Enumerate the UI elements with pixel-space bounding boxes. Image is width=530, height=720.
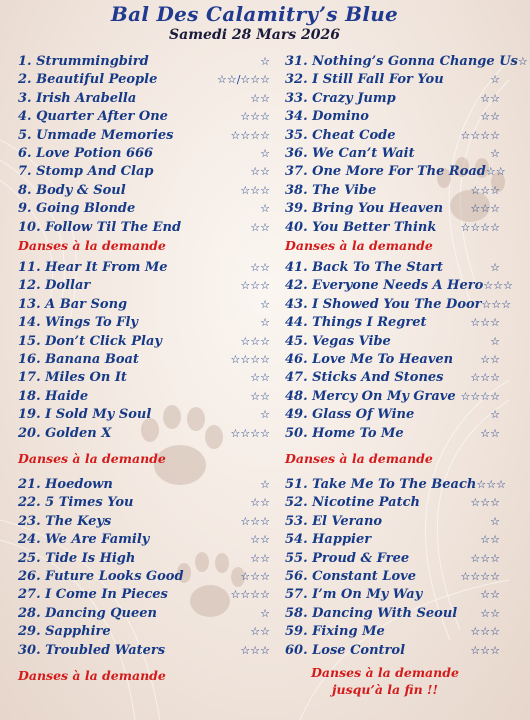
- section-requests-label: Danses à la demande: [18, 668, 166, 683]
- song-title: 2. Beautiful People: [18, 72, 158, 88]
- song-title: 1. Strummingbird: [18, 54, 149, 69]
- song-list-item: [18, 259, 270, 277]
- difficulty-stars-icon: ☆: [490, 261, 500, 274]
- song-title: 16. Banana Boat: [18, 352, 139, 367]
- final-note-line1: Danses à la demande: [311, 665, 459, 680]
- difficulty-stars-icon: ☆☆☆: [240, 334, 270, 348]
- song-list-item: [18, 476, 270, 494]
- song-list-item: [285, 425, 500, 443]
- difficulty-stars-icon: ☆: [490, 334, 500, 348]
- difficulty-stars-icon: ☆☆☆: [470, 496, 500, 510]
- difficulty-stars-icon: ☆☆: [250, 625, 270, 639]
- song-title: 28. Dancing Queen: [18, 605, 157, 621]
- difficulty-stars-icon: ☆☆☆: [240, 514, 270, 528]
- song-list-item: [285, 550, 500, 568]
- song-title: 36. We Can’t Wait: [285, 146, 415, 161]
- difficulty-stars-icon: ☆: [260, 55, 270, 68]
- difficulty-stars-icon: ☆☆: [480, 533, 500, 547]
- difficulty-stars-icon: ☆☆☆: [470, 643, 500, 657]
- song-list-item: [18, 277, 270, 295]
- song-title: 40. You Better Think: [285, 219, 437, 235]
- header: [0, 0, 509, 43]
- song-list-item: [18, 163, 270, 181]
- difficulty-stars-icon: ☆: [260, 147, 270, 160]
- song-title: 38. The Vibe: [285, 182, 377, 198]
- song-title: 24. We Are Family: [18, 532, 150, 548]
- song-list-item: [285, 127, 500, 145]
- difficulty-stars-icon: ☆☆: [250, 261, 270, 274]
- song-title: 46. Love Me To Heaven: [285, 352, 454, 367]
- song-list-item: [285, 333, 500, 351]
- difficulty-stars-icon: ☆☆: [250, 496, 270, 510]
- song-title: 33. Crazy Jump: [285, 90, 396, 106]
- song-list-item: [18, 108, 270, 126]
- difficulty-stars-icon: ☆☆☆☆: [230, 128, 270, 142]
- song-title: 29. Sapphire: [18, 624, 111, 640]
- song-title: 32. I Still Fall For You: [285, 72, 444, 88]
- difficulty-stars-icon: ☆: [517, 55, 528, 68]
- song-list-item: [18, 314, 270, 332]
- song-list-item: [285, 586, 500, 604]
- difficulty-stars-icon: ☆☆☆: [240, 643, 270, 657]
- difficulty-stars-icon: ☆: [490, 408, 500, 422]
- song-list-item: [18, 369, 270, 387]
- song-list-item: [285, 623, 500, 641]
- section-requests-label: Danses à la demande: [285, 238, 433, 253]
- difficulty-stars-icon: ☆☆: [480, 110, 500, 124]
- song-list-item: [285, 406, 500, 424]
- difficulty-stars-icon: ☆: [260, 202, 270, 216]
- difficulty-stars-icon: ☆☆: [250, 389, 270, 403]
- song-title: 41. Back To The Start: [285, 260, 443, 275]
- difficulty-stars-icon: ☆☆☆: [240, 279, 270, 293]
- song-title: 44. Things I Regret: [285, 315, 427, 331]
- song-list-item: [18, 90, 270, 108]
- song-list-item: [18, 550, 270, 568]
- song-list-item: [285, 513, 500, 531]
- difficulty-stars-icon: ☆☆☆☆: [230, 353, 270, 366]
- section-requests-label: Danses à la demande: [285, 451, 433, 466]
- difficulty-stars-icon: ☆: [260, 297, 270, 311]
- event-date: Samedi 28 Mars 2026: [169, 27, 340, 43]
- song-title: 22. 5 Times You: [18, 495, 134, 511]
- song-title: 49. Glass Of Wine: [285, 407, 415, 423]
- song-title: 30. Troubled Waters: [18, 642, 166, 658]
- section-requests-label: Danses à la demande: [18, 451, 166, 466]
- song-list-item: [18, 568, 270, 586]
- difficulty-stars-icon: ☆☆☆: [240, 570, 270, 583]
- song-list-item: [18, 586, 270, 604]
- song-title: 59. Fixing Me: [285, 624, 385, 640]
- song-list-item: [18, 513, 270, 531]
- song-title: 48. Mercy On My Grave: [285, 388, 456, 404]
- song-list-item: [285, 476, 506, 494]
- section-requests-label: Danses à la demande: [18, 238, 166, 253]
- song-list-item: [285, 259, 500, 277]
- song-title: 25. Tide Is High: [18, 550, 136, 566]
- difficulty-stars-icon: ☆☆: [250, 220, 270, 234]
- song-title: 3. Irish Arabella: [18, 90, 137, 106]
- song-title: 55. Proud & Free: [285, 550, 410, 566]
- difficulty-stars-icon: ☆: [260, 606, 270, 620]
- page-title: Bal Des Calamitry’s Blue: [110, 2, 399, 26]
- song-list-item: [285, 568, 500, 586]
- difficulty-stars-icon: ☆☆☆☆: [230, 588, 270, 602]
- song-title: 8. Body & Soul: [18, 182, 126, 198]
- song-title: 6. Love Potion 666: [18, 146, 154, 161]
- song-list-item: [285, 494, 500, 512]
- song-title: 23. The Keys: [18, 513, 112, 529]
- difficulty-stars-icon: ☆☆☆: [470, 551, 500, 565]
- song-title: 54. Happier: [285, 532, 372, 548]
- difficulty-stars-icon: ☆☆: [485, 165, 506, 179]
- difficulty-stars-icon: ☆☆: [250, 533, 270, 547]
- song-list-item: [285, 145, 500, 163]
- song-title: 51. Take Me To The Beach: [285, 477, 477, 492]
- difficulty-stars-icon: ☆☆☆☆: [460, 570, 500, 583]
- difficulty-stars-icon: ☆☆: [250, 551, 270, 565]
- song-title: 10. Follow Til The End: [18, 219, 182, 235]
- song-list-item: [285, 296, 512, 314]
- song-list-item: [18, 425, 270, 443]
- song-list-item: [285, 314, 500, 332]
- song-title: 17. Miles On It: [18, 370, 127, 386]
- difficulty-stars-icon: ☆☆☆: [481, 297, 512, 311]
- song-list-item: [285, 108, 500, 126]
- song-list-item: [285, 351, 500, 369]
- difficulty-stars-icon: ☆☆: [480, 588, 500, 602]
- song-title: 12. Dollar: [18, 278, 91, 294]
- difficulty-stars-icon: ☆☆: [480, 353, 500, 366]
- song-title: 26. Future Looks Good: [18, 569, 184, 584]
- song-list-item: [18, 531, 270, 549]
- song-list-item: [285, 277, 513, 295]
- difficulty-stars-icon: ☆☆☆☆: [460, 220, 500, 234]
- song-title: 37. One More For The Road: [285, 164, 486, 180]
- difficulty-stars-icon: ☆☆☆: [470, 625, 500, 639]
- song-list-item: [285, 531, 500, 549]
- song-title: 7. Stomp And Clap: [18, 164, 154, 180]
- difficulty-stars-icon: ☆☆☆☆: [460, 389, 500, 403]
- difficulty-stars-icon: ☆☆: [250, 91, 270, 105]
- difficulty-stars-icon: ☆☆/☆☆☆: [216, 73, 270, 87]
- song-list-item: [18, 145, 270, 163]
- song-list-item: [18, 219, 270, 237]
- song-title: 4. Quarter After One: [18, 109, 168, 125]
- song-list-item: [285, 200, 500, 218]
- song-list-item: [18, 71, 270, 89]
- difficulty-stars-icon: ☆☆☆: [483, 279, 513, 293]
- difficulty-stars-icon: ☆☆: [480, 606, 500, 620]
- song-title: 9. Going Blonde: [18, 201, 136, 217]
- song-list-item: [285, 642, 500, 660]
- difficulty-stars-icon: ☆: [490, 514, 500, 528]
- song-title: 47. Sticks And Stones: [285, 370, 444, 386]
- song-title: 58. Dancing With Seoul: [285, 605, 458, 621]
- difficulty-stars-icon: ☆☆☆: [470, 202, 500, 216]
- song-list-item: [18, 200, 270, 218]
- difficulty-stars-icon: ☆☆: [480, 426, 500, 440]
- difficulty-stars-icon: ☆: [260, 316, 270, 330]
- difficulty-stars-icon: ☆☆: [480, 91, 500, 105]
- song-list-item: [18, 182, 270, 200]
- song-title: 43. I Showed You The Door: [285, 296, 482, 312]
- song-list-item: [18, 494, 270, 512]
- song-list-item: [285, 90, 500, 108]
- difficulty-stars-icon: ☆☆☆: [240, 183, 270, 197]
- difficulty-stars-icon: ☆☆☆☆: [230, 426, 270, 440]
- song-title: 11. Hear It From Me: [18, 260, 168, 275]
- song-title: 52. Nicotine Patch: [285, 495, 420, 511]
- song-list-item: [285, 219, 500, 237]
- song-title: 20. Golden X: [18, 425, 112, 441]
- song-list-item: [18, 388, 270, 406]
- song-list-item: [285, 369, 500, 387]
- difficulty-stars-icon: ☆☆☆☆: [460, 128, 500, 142]
- song-list-item: [285, 388, 500, 406]
- song-title: 21. Hoedown: [18, 477, 113, 492]
- song-title: 31. Nothing’s Gonna Change Us: [285, 54, 518, 69]
- song-title: 27. I Come In Pieces: [18, 587, 168, 603]
- song-title: 60. Lose Control: [285, 642, 406, 658]
- song-title: 53. El Verano: [285, 513, 383, 529]
- song-title: 57. I’m On My Way: [285, 587, 423, 603]
- song-list-item: [18, 351, 270, 369]
- difficulty-stars-icon: ☆: [490, 73, 500, 87]
- difficulty-stars-icon: ☆: [490, 147, 500, 160]
- song-list-item: [285, 605, 500, 623]
- song-title: 35. Cheat Code: [285, 127, 396, 143]
- song-title: 13. A Bar Song: [18, 296, 128, 312]
- song-title: 18. Haide: [18, 388, 89, 404]
- song-list-item: [285, 53, 528, 71]
- difficulty-stars-icon: ☆☆: [250, 165, 270, 179]
- song-title: 19. I Sold My Soul: [18, 407, 152, 423]
- song-list-item: [18, 53, 270, 71]
- song-list-item: [285, 163, 506, 181]
- song-list-item: [285, 71, 500, 89]
- difficulty-stars-icon: ☆☆☆: [470, 316, 500, 330]
- song-title: 14. Wings To Fly: [18, 315, 138, 331]
- song-title: 34. Domino: [285, 109, 369, 125]
- song-list-item: [18, 296, 270, 314]
- song-list-item: [18, 406, 270, 424]
- song-title: 5. Unmade Memories: [18, 127, 174, 143]
- song-title: 15. Don’t Click Play: [18, 333, 162, 349]
- difficulty-stars-icon: ☆☆: [250, 371, 270, 385]
- song-list-item: [18, 623, 270, 641]
- difficulty-stars-icon: ☆☆☆: [470, 183, 500, 197]
- song-title: 56. Constant Love: [285, 569, 416, 584]
- song-list-item: [18, 642, 270, 660]
- song-list-item: [18, 127, 270, 145]
- song-list-item: [18, 333, 270, 351]
- difficulty-stars-icon: ☆: [260, 408, 270, 422]
- song-list-item: [285, 182, 500, 200]
- final-requests-note: [285, 664, 485, 698]
- song-title: 50. Home To Me: [285, 425, 404, 441]
- difficulty-stars-icon: ☆☆☆: [476, 478, 506, 491]
- difficulty-stars-icon: ☆: [260, 478, 270, 491]
- song-title: 39. Bring You Heaven: [285, 201, 444, 217]
- song-list-item: [18, 605, 270, 623]
- song-title: 45. Vegas Vibe: [285, 333, 391, 349]
- difficulty-stars-icon: ☆☆☆: [470, 371, 500, 385]
- final-note-line2: jusqu’à la fin !!: [332, 682, 438, 697]
- song-title: 42. Everyone Needs A Hero: [285, 278, 484, 294]
- difficulty-stars-icon: ☆☆☆: [240, 110, 270, 124]
